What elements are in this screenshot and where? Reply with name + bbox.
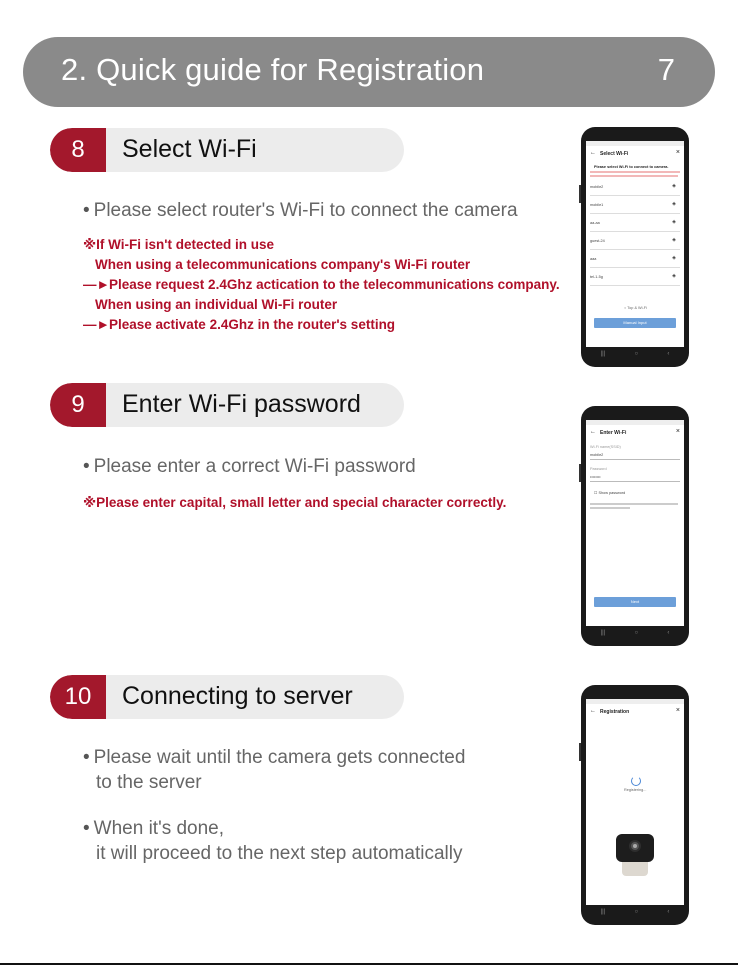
manual-input-button[interactable]: Manual Input bbox=[594, 318, 676, 328]
step-10-number: 10 bbox=[50, 675, 106, 719]
step-9-title: Enter Wi-Fi password bbox=[122, 390, 361, 418]
back-icon: ‹ bbox=[667, 909, 670, 915]
step-10-bullet-1 bbox=[83, 745, 465, 795]
phone-registration bbox=[581, 685, 689, 925]
page-number: 7 bbox=[657, 52, 675, 87]
note-line: Please request 2.4Ghz actication to the telecommunications company. bbox=[109, 277, 560, 292]
home-icon: ○ bbox=[634, 909, 639, 915]
screen-title: Enter Wi-Fi bbox=[600, 430, 627, 436]
back-arrow-icon[interactable]: ← bbox=[590, 708, 596, 714]
step-9-number: 9 bbox=[50, 383, 106, 427]
page-header-banner bbox=[23, 37, 715, 107]
step-8-title: Select Wi-Fi bbox=[122, 135, 257, 163]
step-9-notes bbox=[83, 493, 506, 513]
step-9-header bbox=[50, 383, 404, 427]
bullet-line: it will proceed to the next step automatically bbox=[96, 843, 463, 864]
loading-spinner-icon bbox=[631, 776, 641, 786]
home-icon: ○ bbox=[634, 351, 639, 357]
step-8-bullet-text: Please select router's Wi-Fi to connect the camera bbox=[93, 200, 518, 221]
bullet-line: to the server bbox=[96, 772, 202, 793]
wifi-icon: ◈ bbox=[672, 255, 676, 261]
wifi-network-row[interactable]: guest-24 ◈ bbox=[590, 233, 680, 250]
step-8-notes bbox=[83, 235, 560, 335]
next-button[interactable]: Next bbox=[594, 597, 676, 607]
wifi-network-row[interactable]: mobile2 ◈ bbox=[590, 179, 680, 196]
phone-screen bbox=[586, 141, 684, 347]
app-bar bbox=[586, 426, 684, 440]
info-text-line bbox=[590, 507, 630, 509]
phone-screen bbox=[586, 699, 684, 905]
phone-nav-bar bbox=[586, 626, 684, 640]
wifi-icon: ◈ bbox=[672, 183, 676, 189]
password-field[interactable]: •••••••• bbox=[590, 475, 680, 482]
note-line: When using a telecommunications company's Wi-Fi router bbox=[95, 257, 471, 272]
app-bar bbox=[586, 147, 684, 161]
recent-apps-icon: ||| bbox=[600, 909, 606, 915]
close-icon[interactable]: × bbox=[675, 149, 680, 156]
wifi-icon: ◈ bbox=[672, 273, 676, 279]
info-text-line bbox=[590, 503, 678, 505]
bullet-line: When it's done, bbox=[93, 818, 225, 839]
bullet-icon: • bbox=[83, 747, 90, 768]
status-bar bbox=[586, 699, 684, 704]
note-line: When using an individual Wi-Fi router bbox=[95, 297, 338, 312]
close-icon[interactable]: × bbox=[675, 707, 680, 714]
bullet-icon: • bbox=[83, 200, 90, 221]
note-line: Please activate 2.4Ghz in the router's setting bbox=[109, 317, 396, 332]
show-password-checkbox[interactable]: ☐ Show password bbox=[594, 491, 626, 495]
phone-screen bbox=[586, 420, 684, 626]
camera-lens-center bbox=[633, 844, 637, 848]
registering-status: Registering... bbox=[624, 788, 647, 792]
wifi-icon: ◈ bbox=[672, 201, 676, 207]
screen-title: Select Wi-Fi bbox=[600, 151, 629, 157]
arrow-right-icon: —► bbox=[83, 317, 110, 332]
phone-nav-bar bbox=[586, 905, 684, 919]
back-icon: ‹ bbox=[667, 351, 670, 357]
status-bar bbox=[586, 420, 684, 425]
step-10-header bbox=[50, 675, 404, 719]
wifi-network-row[interactable]: aa-aa ◈ bbox=[590, 215, 680, 232]
app-bar bbox=[586, 705, 684, 719]
password-label: Password bbox=[590, 467, 607, 471]
recent-apps-icon: ||| bbox=[600, 630, 606, 636]
back-icon: ‹ bbox=[667, 630, 670, 636]
page-title: 2. Quick guide for Registration bbox=[61, 52, 485, 87]
wifi-network-row[interactable]: aaa ◈ bbox=[590, 251, 680, 268]
step-8-header bbox=[50, 128, 404, 172]
phone-nav-bar bbox=[586, 347, 684, 361]
screen-heading: Please select Wi-Fi to connect to camera. bbox=[594, 165, 669, 169]
bullet-line: Please wait until the camera gets connected bbox=[93, 747, 466, 768]
bullet-icon: • bbox=[83, 818, 90, 839]
bullet-icon: • bbox=[83, 456, 90, 477]
toggle-row[interactable]: ○ Top & Wi-Fi bbox=[624, 306, 647, 310]
note-line: ※If Wi-Fi isn't detected in use bbox=[83, 237, 274, 252]
back-arrow-icon[interactable]: ← bbox=[590, 429, 596, 435]
screen-title: Registration bbox=[600, 709, 630, 715]
step-8-number: 8 bbox=[50, 128, 106, 172]
step-10-bullet-2 bbox=[83, 816, 462, 866]
wifi-network-row[interactable]: tel-1-5g ◈ bbox=[590, 269, 680, 286]
recent-apps-icon: ||| bbox=[600, 351, 606, 357]
warning-text-line bbox=[590, 175, 678, 177]
back-arrow-icon[interactable]: ← bbox=[590, 150, 596, 156]
home-icon: ○ bbox=[634, 630, 639, 636]
wifi-icon: ◈ bbox=[672, 219, 676, 225]
close-icon[interactable]: × bbox=[675, 428, 680, 435]
status-bar bbox=[586, 141, 684, 146]
ssid-field[interactable]: mobile2 bbox=[590, 453, 680, 460]
ssid-label: Wi-Fi name(SSID) bbox=[590, 445, 621, 449]
step-9-bullet bbox=[83, 454, 416, 479]
step-10-title: Connecting to server bbox=[122, 682, 353, 710]
wifi-icon: ◈ bbox=[672, 237, 676, 243]
phone-select-wifi bbox=[581, 127, 689, 367]
step-8-bullet bbox=[83, 198, 518, 223]
phone-enter-wifi bbox=[581, 406, 689, 646]
wifi-network-row[interactable]: mobile1 ◈ bbox=[590, 197, 680, 214]
arrow-right-icon: —► bbox=[83, 277, 110, 292]
step-9-bullet-text: Please enter a correct Wi-Fi password bbox=[93, 456, 416, 477]
warning-text-line bbox=[590, 171, 680, 173]
note-line: ※Please enter capital, small letter and special character correctly. bbox=[83, 495, 507, 510]
